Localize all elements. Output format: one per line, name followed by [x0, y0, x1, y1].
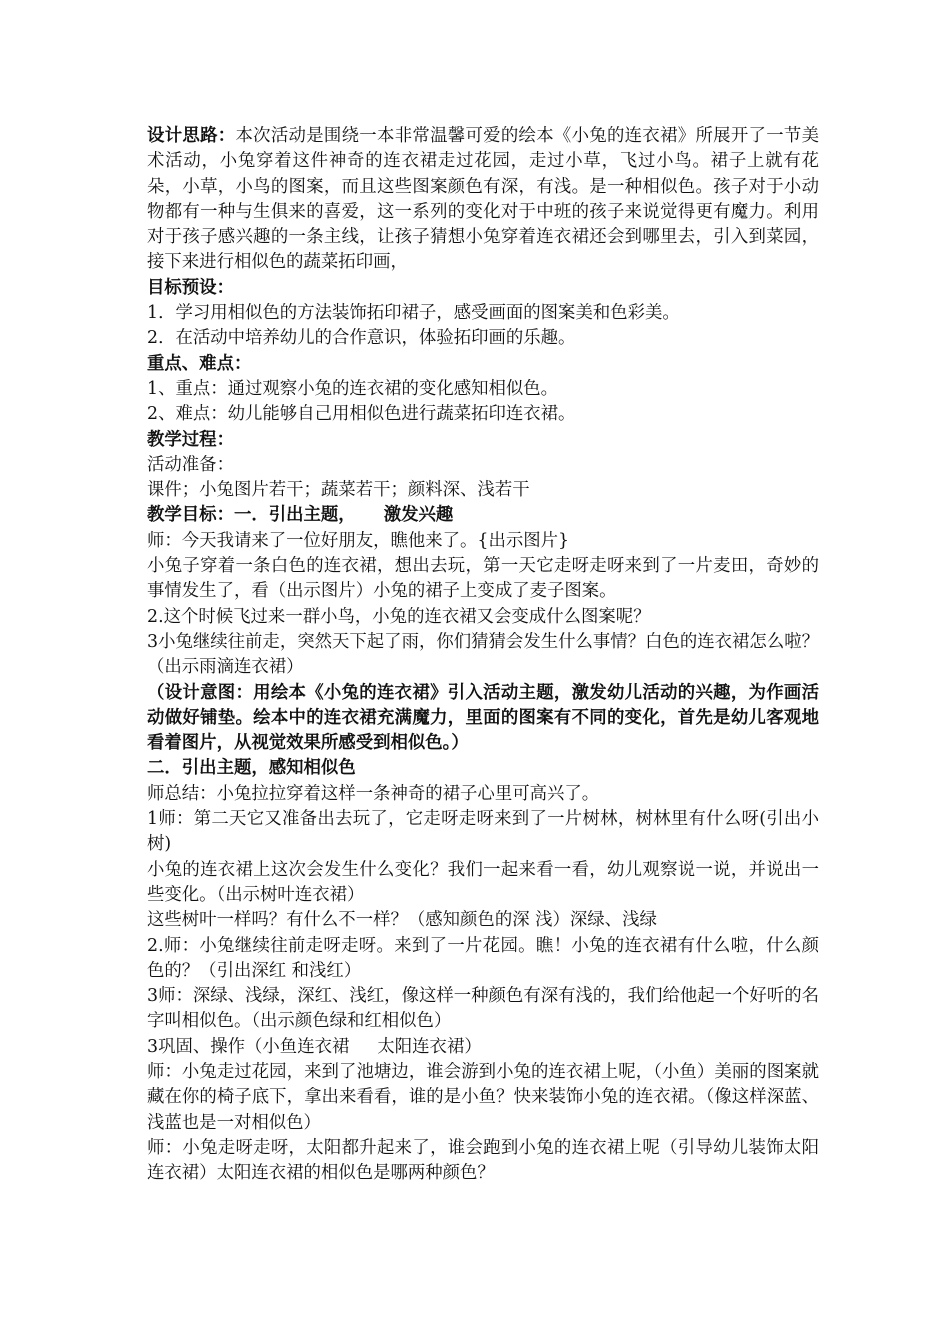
section1-heading [147, 503, 819, 528]
prep-label: 活动准备： [147, 454, 234, 475]
process-heading: 教学过程： [147, 429, 234, 450]
section1-right: 激发兴趣 [383, 505, 454, 526]
key-item: 1、重点：通过观察小兔的连衣裙的变化感知相似色。 [147, 378, 559, 399]
s1-line: 2.这个时候飞过来一群小鸟，小兔的连衣裙又会变成什么图案呢？ [147, 606, 651, 627]
section2-heading: 二．引出主题，感知相似色 [147, 758, 356, 779]
goals-heading: 目标预设： [147, 277, 234, 298]
design-intent: （设计意图：用绘本《小兔的连衣裙》引入活动主题，激发幼儿活动的兴趣，为作画活动做好铺垫。绘本中的连衣裙充满魔力，里面的图案有不同的变化，首先是幼儿客观地看着图片，从视觉效果所感受到相似色。） [147, 682, 819, 754]
key-heading: 重点、难点： [147, 353, 252, 374]
prep-items: 课件；小兔图片若干；蔬菜若干；颜料深、浅若干 [147, 480, 530, 501]
s2-line: 师总结：小兔拉拉穿着这样一条神奇的裙子心里可高兴了。 [147, 783, 600, 804]
s2-line: 3师：深绿、浅绿，深红、浅红，像这样一种颜色有深有浅的，我们给他起一个好听的名字叫相似色。（出示颜色绿和红相似色） [147, 986, 819, 1032]
s1-line: 小兔子穿着一条白色的连衣裙，想出去玩，第一天它走呀走呀来到了一片麦田，奇妙的事情发生了，看（出示图片）小兔的裙子上变成了麦子图案。 [147, 556, 819, 602]
s3-line: 师：小兔走呀走呀，太阳都升起来了，谁会跑到小兔的连衣裙上呢（引导幼儿装饰太阳连衣裙）太阳连衣裙的相似色是哪两种颜色？ [147, 1137, 819, 1184]
design-paragraph [147, 124, 819, 276]
goal-item: 1．学习用相似色的方法装饰拓印裙子，感受画面的图案美和色彩美。 [147, 303, 680, 324]
s2-line: 1师：第二天它又准备出去玩了，它走呀走呀来到了一片树林，树林里有什么呀(引出小树) [147, 809, 819, 855]
s1-line: 师：今天我请来了一位好朋友，瞧他来了。{出示图片} [147, 530, 570, 551]
s3-right: 太阳连衣裙） [377, 1036, 482, 1057]
key-item: 2、难点：幼儿能够自己用相似色进行蔬菜拓印连衣裙。 [147, 404, 576, 425]
s2-line: 2.师：小兔继续往前走呀走呀。来到了一片花园。瞧！小兔的连衣裙有什么啦，什么颜色的？（引出深红 和浅红） [147, 935, 819, 981]
goal-item: 2．在活动中培养幼儿的合作意识，体验拓印画的乐趣。 [147, 328, 576, 349]
document-body [147, 124, 819, 1186]
s3-line: 师：小兔走过花园，来到了池塘边，谁会游到小兔的连衣裙上呢，（小鱼）美丽的图案就藏在你的椅子底下，拿出来看看，谁的是小鱼？快来装饰小兔的连衣裙。（像这样深蓝、浅蓝也是一对相似色） [147, 1061, 819, 1133]
design-text: 本次活动是围绕一本非常温馨可爱的绘本《小兔的连衣裙》所展开了一节美术活动，小兔穿着这件神奇的连衣裙走过花园，走过小草，飞过小鸟。裙子上就有花朵，小草，小鸟的图案，而且这些图案颜色有深，有浅。是一种相似色。孩子对于小动物都有一种与生俱来的喜爱，这一系列的变化对于中班的孩子来说觉得更有魔力。利用对于孩子感兴趣的一条主线，让孩子猜想小兔穿着连衣裙还会到哪里去，引入到菜园，接下来进行相似色的蔬菜拓印画， [147, 126, 819, 273]
s3-heading [147, 1035, 819, 1060]
section1-left: 教学目标：一．引出主题， [147, 505, 356, 526]
s1-line: 3小兔继续往前走，突然天下起了雨，你们猜猜会发生什么事情？白色的连衣裙怎么啦？（出示雨滴连衣裙） [147, 631, 819, 678]
s3-left: 3巩固、操作（小鱼连衣裙 [147, 1036, 350, 1057]
design-label: 设计思路： [147, 126, 236, 146]
s2-line: 小兔的连衣裙上这次会发生什么变化？我们一起来看一看，幼儿观察说一说，并说出一些变化。（出示树叶连衣裙） [147, 859, 819, 905]
s2-line: 这些树叶一样吗？有什么不一样？（感知颜色的深 浅）深绿、浅绿 [147, 910, 657, 931]
